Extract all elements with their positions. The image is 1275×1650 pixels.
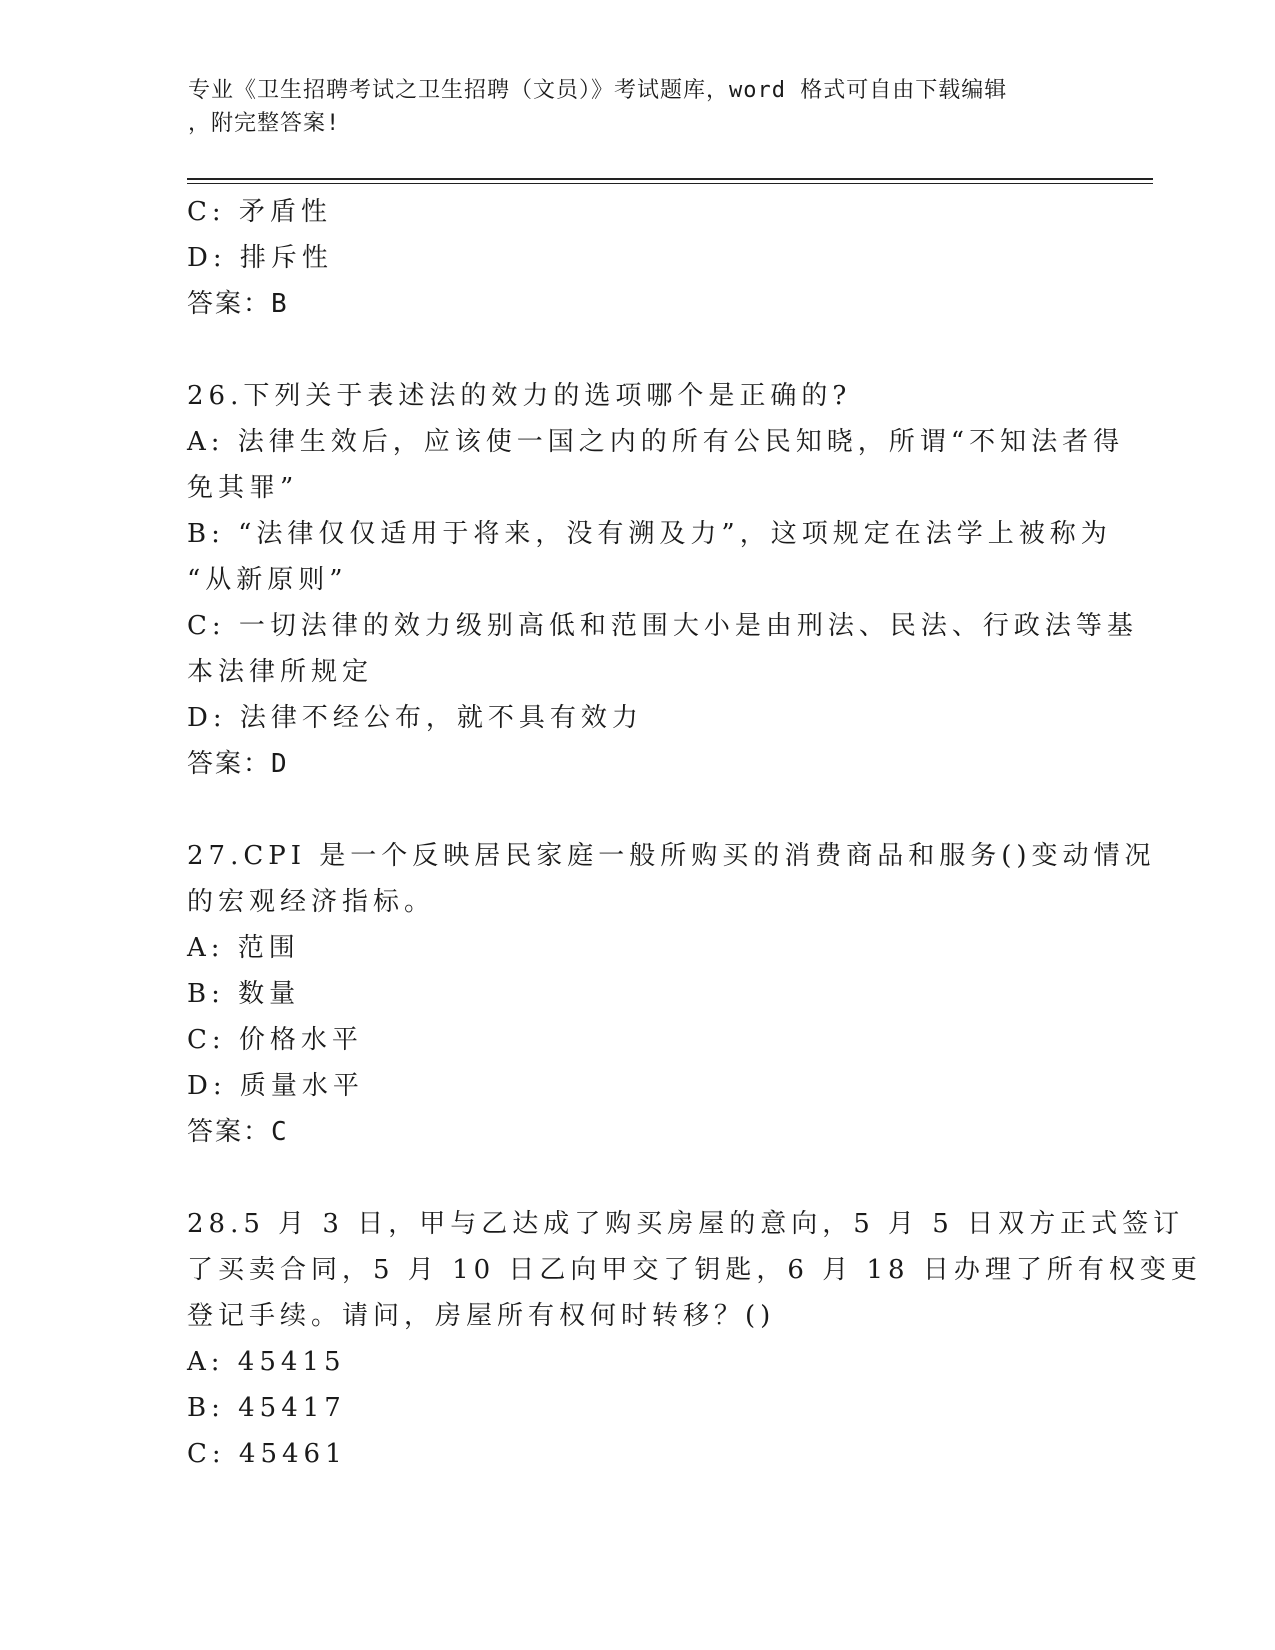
q26-option-b-line2: “从新原则” [187, 565, 348, 595]
spacer [187, 787, 1087, 833]
q27-answer: 答案：C [187, 1117, 289, 1147]
q25-answer: 答案：B [187, 289, 289, 319]
q26-option-a-line2: 免其罪” [187, 473, 299, 503]
header-rule-thick [187, 178, 1153, 180]
q26-option-c-line1: C: 一切法律的效力级别高低和范围大小是由刑法、民法、行政法等基 [187, 611, 1138, 641]
q25-option-d: D: 排斥性 [187, 243, 333, 273]
q26-stem: 26.下列关于表述法的效力的选项哪个是正确的? [187, 381, 852, 411]
q27-stem-line1: 27.CPI 是一个反映居民家庭一般所购买的消费商品和服务()变动情况 [187, 841, 1156, 871]
header-line-2: ，附完整答案! [188, 111, 341, 136]
q27-stem-line2: 的宏观经济指标。 [187, 887, 436, 917]
q28-stem-line3: 登记手续。请问，房屋所有权何时转移？() [187, 1301, 776, 1331]
q25-option-c: C: 矛盾性 [187, 197, 332, 227]
q26-option-c-line2: 本法律所规定 [187, 657, 374, 687]
q27-option-d: D: 质量水平 [187, 1071, 364, 1101]
q26-option-d: D: 法律不经公布，就不具有效力 [187, 703, 643, 733]
q28-option-c: C: 45461 [187, 1439, 347, 1469]
q28-option-b: B: 45417 [187, 1393, 346, 1423]
spacer [187, 327, 1087, 373]
document-header [188, 74, 1088, 140]
spacer [187, 1155, 1087, 1201]
q26-option-a-line1: A: 法律生效后，应该使一国之内的所有公民知晓，所谓“不知法者得 [187, 427, 1125, 457]
header-line-1: 专业《卫生招聘考试之卫生招聘（文员）》考试题库，word 格式可自由下载编辑 [188, 78, 1008, 103]
q27-option-c: C: 价格水平 [187, 1025, 363, 1055]
q28-stem-line2: 了买卖合同，5 月 10 日乙向甲交了钥匙，6 月 18 日办理了所有权变更 [187, 1255, 1202, 1285]
header-rule-thin [187, 183, 1153, 184]
q28-stem-line1: 28.5 月 3 日，甲与乙达成了购买房屋的意向，5 月 5 日双方正式签订 [187, 1209, 1185, 1239]
q27-option-b: B: 数量 [187, 979, 301, 1009]
question-list [187, 189, 1202, 1477]
q28-option-a: A: 45415 [187, 1347, 346, 1377]
q26-answer: 答案：D [187, 749, 289, 779]
q26-option-b-line1: B: “法律仅仅适用于将来，没有溯及力”，这项规定在法学上被称为 [187, 519, 1112, 549]
q27-option-a: A: 范围 [187, 933, 300, 963]
